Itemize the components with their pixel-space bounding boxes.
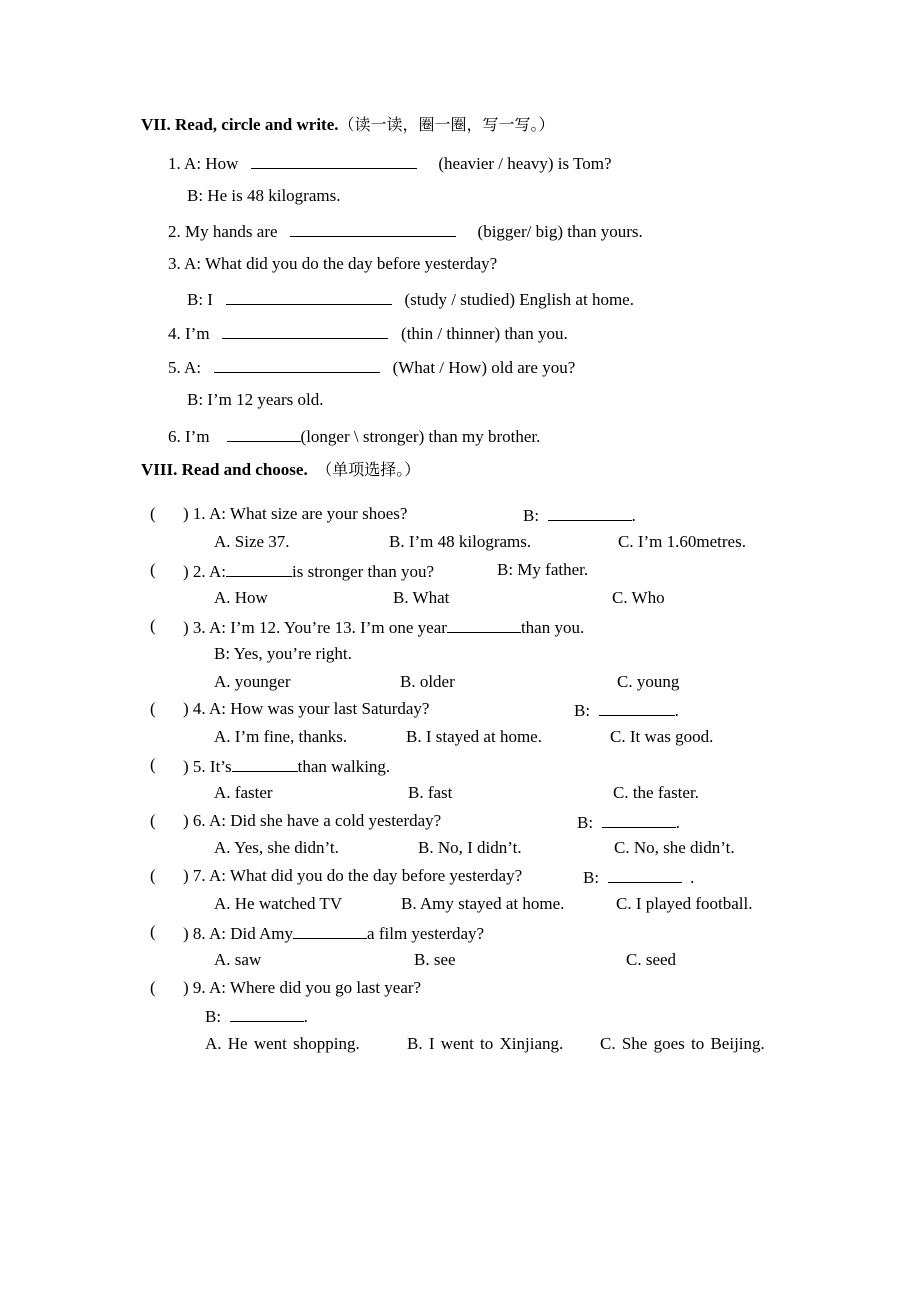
q4-option-c[interactable]: C. It was good. [610, 727, 714, 746]
q8-option-a[interactable]: A. saw [214, 950, 262, 969]
q1-paren[interactable]: ( [150, 504, 156, 523]
q4-option-a[interactable]: A. I’m fine, thanks. [214, 727, 348, 746]
q1-question: ) 1. A: What size are your shoes? [183, 504, 408, 523]
s7-item-5 [168, 356, 575, 378]
q4-b [574, 699, 679, 721]
s7-item-2 [168, 220, 643, 242]
q9-b [205, 1005, 308, 1027]
q5-option-c[interactable]: C. the faster. [613, 783, 699, 802]
answer-blank[interactable] [608, 866, 682, 883]
q9-question: ) 9. A: Where did you go last year? [183, 978, 422, 997]
q2-option-b[interactable]: B. What [393, 588, 450, 607]
q4-paren[interactable]: ( [150, 699, 156, 718]
q2-b: B: My father. [497, 560, 589, 579]
q9-b-label: B: [205, 1007, 222, 1026]
s7-item-3: 3. A: What did you do the day before yesterday? [168, 254, 498, 273]
q1-b [523, 504, 636, 526]
q5-question-a: ) 5. It’s [183, 757, 232, 776]
s7-item-3b-choices: (study / studied) English at home. [404, 290, 634, 309]
q7-question: ) 7. A: What did you do the day before yesterday? [183, 866, 523, 885]
q4-question: ) 4. A: How was your last Saturday? [183, 699, 430, 718]
q4-option-b[interactable]: B. I stayed at home. [406, 727, 542, 746]
q2-question-a: ) 2. A: [183, 562, 226, 581]
q4-b-label: B: [574, 701, 591, 720]
q8-question-a: ) 8. A: Did Amy [183, 924, 294, 943]
q6-question: ) 6. A: Did she have a cold yesterday? [183, 811, 442, 830]
q5-question [183, 755, 390, 777]
q1-option-c[interactable]: C. I’m 1.60metres. [618, 532, 746, 551]
q3-option-c[interactable]: C. young [617, 672, 680, 691]
answer-blank[interactable] [226, 560, 292, 577]
q9-period: . [303, 1007, 308, 1026]
s7-item-6-choices: (longer \ stronger) than my brother. [300, 427, 541, 446]
q1-option-a[interactable]: A. Size 37. [214, 532, 290, 551]
answer-blank[interactable] [447, 616, 521, 633]
s7-item-3b-text: B: I [187, 290, 213, 309]
answer-blank[interactable] [548, 504, 632, 521]
q7-paren[interactable]: ( [150, 866, 156, 885]
answer-blank[interactable] [602, 811, 676, 828]
q6-option-b[interactable]: B. No, I didn’t. [418, 838, 522, 857]
q3-question-a: ) 3. A: I’m 12. You’re 13. I’m one year [183, 618, 447, 637]
q7-period: . [690, 868, 695, 887]
q1-b-label: B: [523, 506, 540, 525]
section-7-title-cn: （读一读，圈一圈，写一写。） [338, 115, 555, 134]
answer-blank[interactable] [230, 1005, 304, 1022]
answer-blank[interactable] [232, 755, 298, 772]
q7-option-c[interactable]: C. I played football. [616, 894, 753, 913]
answer-blank[interactable] [293, 922, 367, 939]
s7-item-6 [168, 425, 540, 447]
q2-option-a[interactable]: A. How [214, 588, 268, 607]
q7-b-label: B: [583, 868, 600, 887]
answer-blank[interactable] [227, 425, 301, 442]
q9-option-a[interactable]: A. He went shopping. [205, 1034, 360, 1053]
q9-option-c[interactable]: C. She goes to Beijing. [600, 1034, 765, 1053]
q3-b: B: Yes, you’re right. [214, 644, 352, 663]
s7-item-2-text: 2. My hands are [168, 222, 278, 241]
q2-paren[interactable]: ( [150, 560, 156, 579]
s7-item-4-text: 4. I’m [168, 324, 210, 343]
q2-question-b: is stronger than you? [291, 562, 435, 581]
s7-item-1b: B: He is 48 kilograms. [187, 186, 341, 205]
section-8-title: VIII. Read and choose. [141, 460, 308, 479]
q5-question-b: than walking. [297, 757, 391, 776]
q3-question [183, 616, 584, 638]
q8-paren[interactable]: ( [150, 922, 156, 941]
q1-option-b[interactable]: B. I’m 48 kilograms. [389, 532, 532, 551]
s7-item-6-text: 6. I’m [168, 427, 210, 446]
q9-paren[interactable]: ( [150, 978, 156, 997]
s7-item-4 [168, 322, 568, 344]
q3-option-b[interactable]: B. older [400, 672, 455, 691]
q6-b-label: B: [577, 813, 594, 832]
s7-item-5-choices: (What / How) old are you? [392, 358, 576, 377]
s7-item-5-text: 5. A: [168, 358, 202, 377]
answer-blank[interactable] [226, 288, 392, 305]
section-8-title-cn: （单项选择。） [316, 460, 421, 479]
s7-item-1-choices: (heavier / heavy) is Tom? [438, 154, 612, 173]
q8-question [183, 922, 484, 944]
q5-paren[interactable]: ( [150, 755, 156, 774]
q7-option-b[interactable]: B. Amy stayed at home. [401, 894, 565, 913]
q7-b [583, 866, 694, 888]
q8-question-b: a film yesterday? [367, 924, 485, 943]
answer-blank[interactable] [599, 699, 675, 716]
section-7-title: VII. Read, circle and write. [141, 115, 339, 134]
q8-option-c[interactable]: C. seed [626, 950, 677, 969]
q6-option-c[interactable]: C. No, she didn’t. [614, 838, 735, 857]
answer-blank[interactable] [251, 152, 417, 169]
q8-option-b[interactable]: B. see [414, 950, 456, 969]
q3-paren[interactable]: ( [150, 616, 156, 635]
s7-item-4-choices: (thin / thinner) than you. [401, 324, 568, 343]
s7-item-1 [168, 152, 612, 174]
q1-period: . [631, 506, 636, 525]
q6-option-a[interactable]: A. Yes, she didn’t. [214, 838, 339, 857]
s7-item-1-text: 1. A: How [168, 154, 239, 173]
s7-item-3b [187, 288, 634, 310]
q6-period: . [675, 813, 680, 832]
q6-paren[interactable]: ( [150, 811, 156, 830]
q2-option-c[interactable]: C. Who [612, 588, 665, 607]
q5-option-a[interactable]: A. faster [214, 783, 273, 802]
q5-option-b[interactable]: B. fast [408, 783, 453, 802]
section-8-heading [141, 460, 420, 480]
q7-option-a[interactable]: A. He watched TV [214, 894, 343, 913]
answer-blank[interactable] [290, 220, 456, 237]
q9-option-b[interactable]: B. I went to Xinjiang. [407, 1034, 564, 1053]
q3-question-b: than you. [520, 618, 585, 637]
q2-question [183, 560, 434, 582]
q4-period: . [674, 701, 679, 720]
s7-item-2-choices: (bigger/ big) than yours. [477, 222, 643, 241]
q3-option-a[interactable]: A. younger [214, 672, 291, 691]
q6-b [577, 811, 680, 833]
answer-blank[interactable] [222, 322, 388, 339]
s7-item-5b: B: I’m 12 years old. [187, 390, 324, 409]
answer-blank[interactable] [214, 356, 380, 373]
section-7-heading [141, 115, 555, 135]
